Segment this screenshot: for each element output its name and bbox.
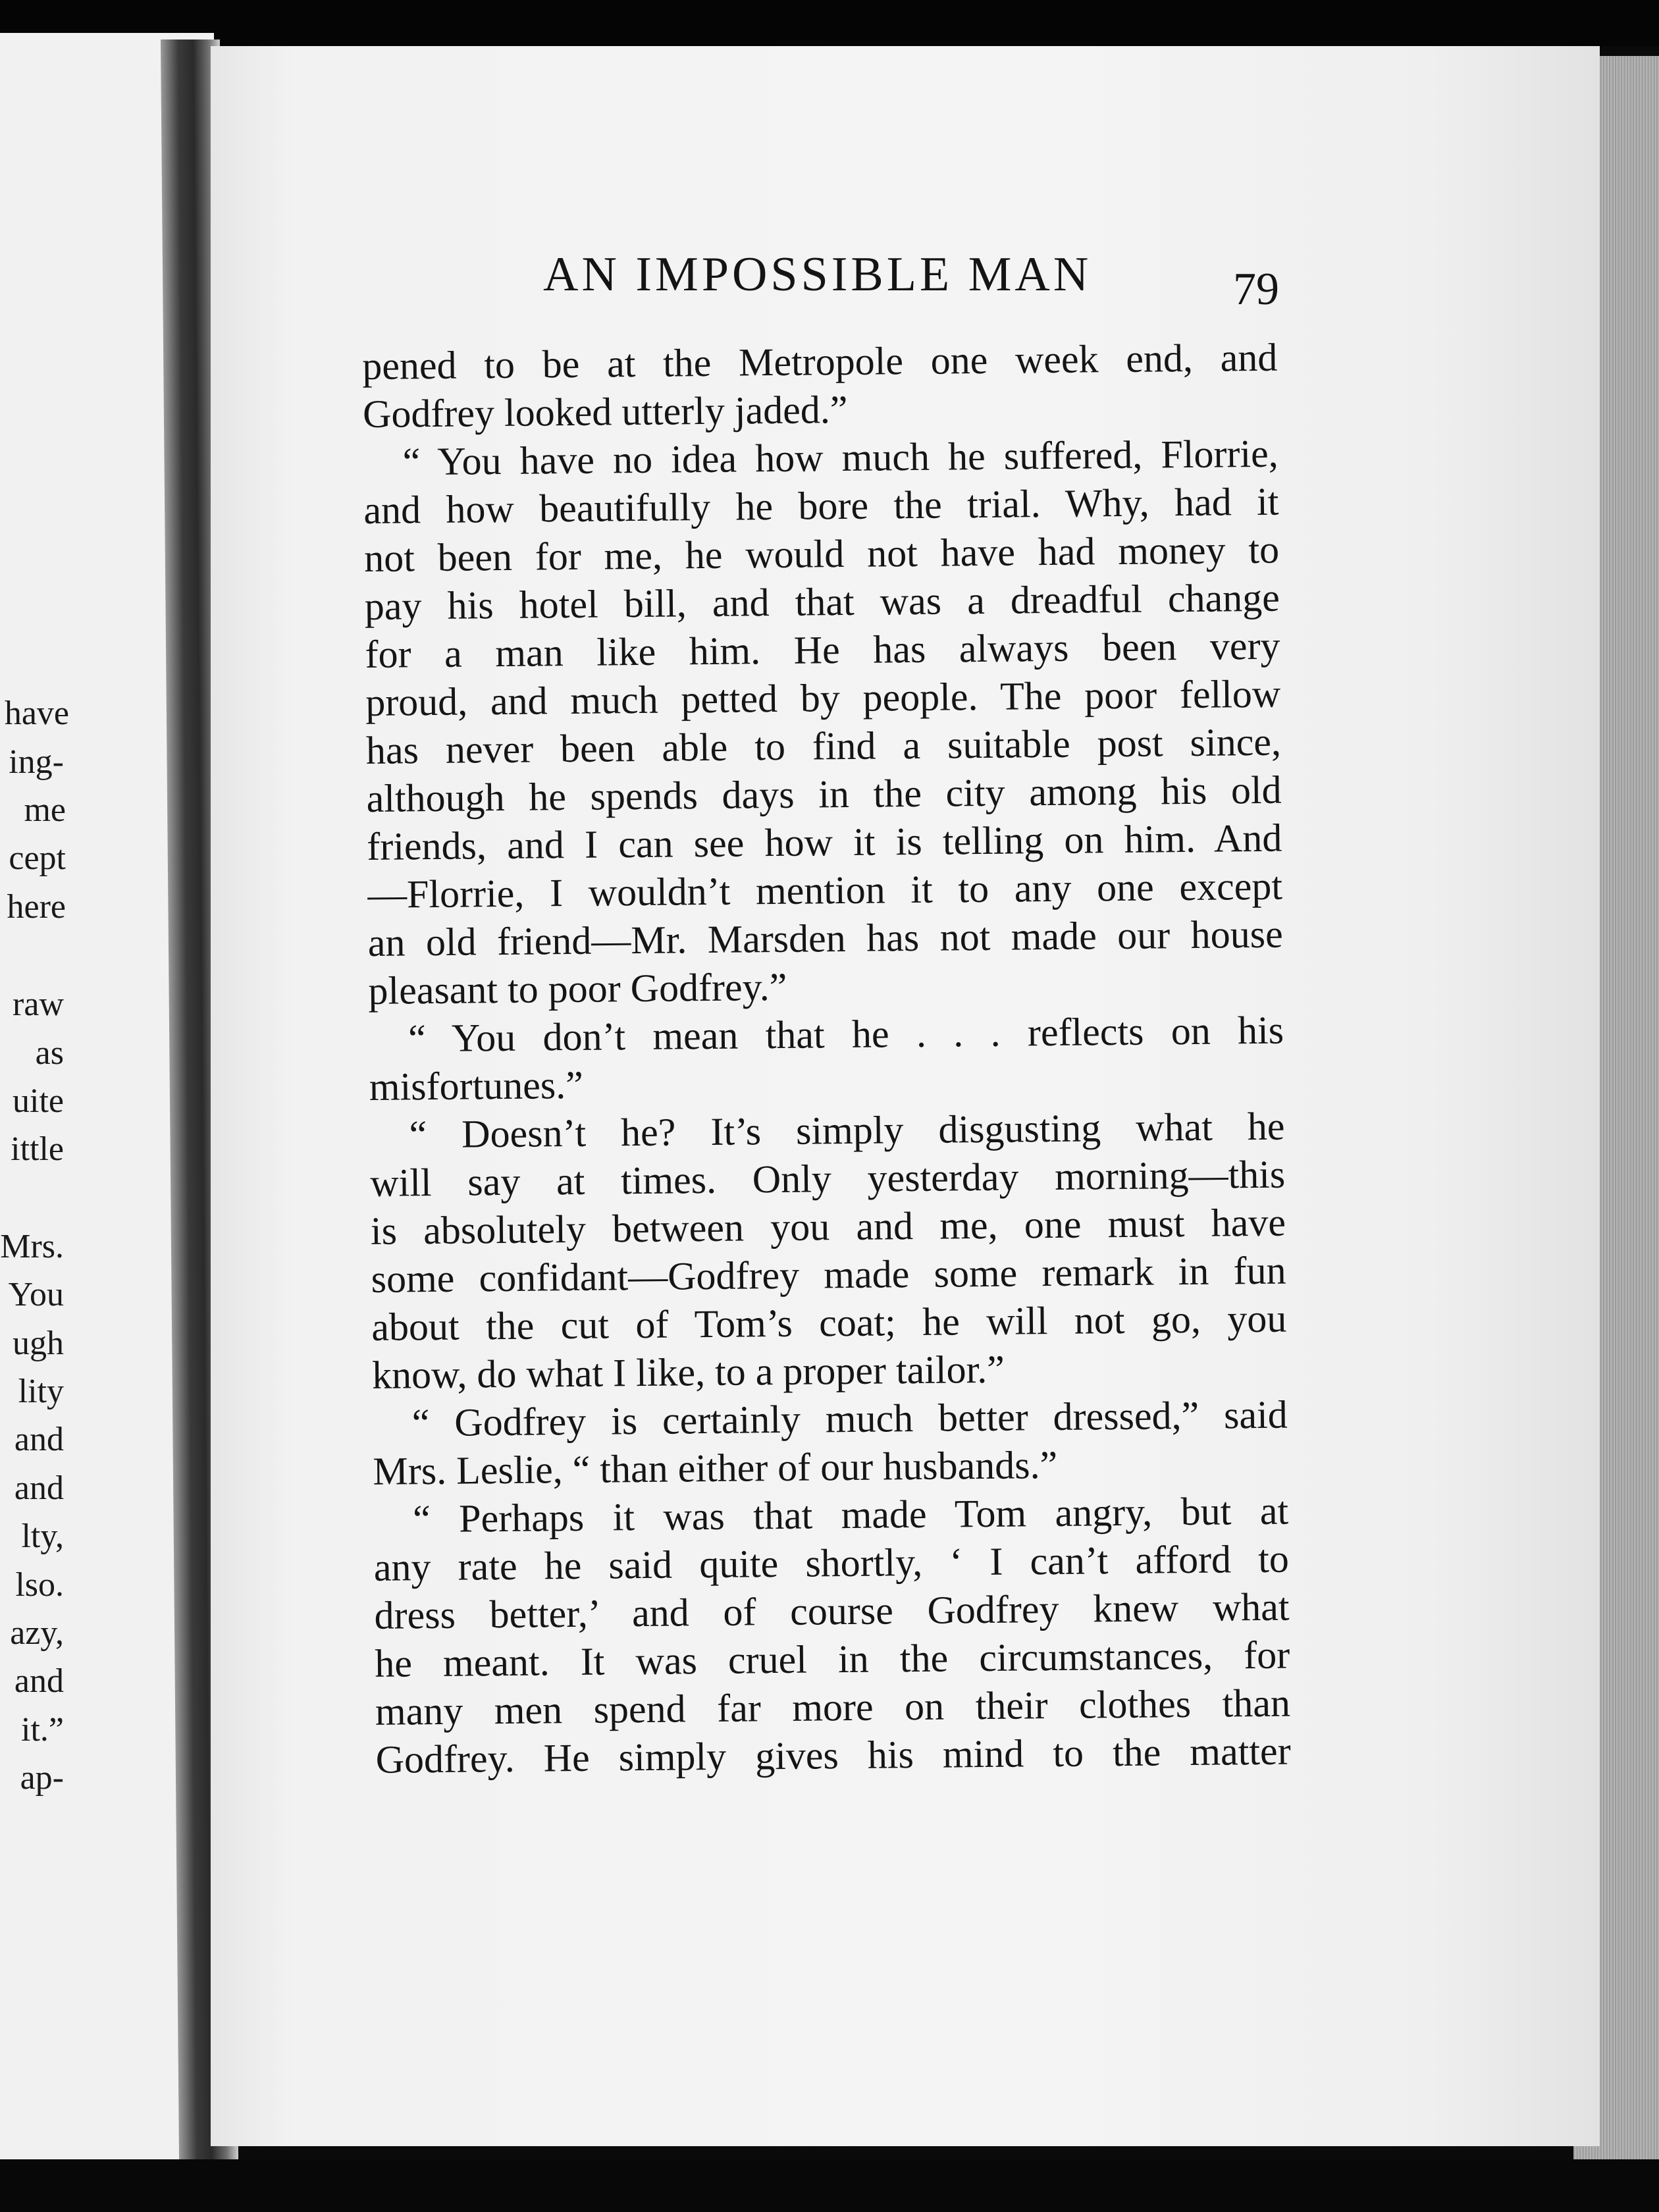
text-line: is absolutely between you and me, one must have (370, 1200, 1286, 1253)
text-line: some confidant—Godfrey made some remark in fun (371, 1248, 1286, 1301)
left-page-fragment: me (24, 791, 66, 829)
text-line: will say at times. Only yesterday morning—this (369, 1152, 1286, 1205)
text-line: “ Doesn’t he? It’s simply disgusting what he (409, 1104, 1285, 1157)
text-line: pened to be at the Metropole one week end, and (362, 335, 1278, 388)
left-page-fragment: here (7, 888, 66, 926)
text-line: —Florrie, I wouldn’t mention it to any one except (367, 864, 1283, 916)
text-line: Godfrey. He simply gives his mind to the matter (375, 1729, 1291, 1781)
text-line: Mrs. Leslie, “ than either of our husbands.” (373, 1442, 1058, 1493)
left-page-fragment: lity (18, 1373, 64, 1410)
left-page-fragment: have (4, 695, 69, 732)
left-page-fragment: You (8, 1276, 64, 1313)
text-line: for a man like him. He has always been very (365, 623, 1280, 676)
text-line: although he spends days in the city among his old (366, 768, 1282, 820)
text-line: friends, and I can see how it is telling on him. And (367, 816, 1282, 868)
scan-border-top (0, 0, 1659, 46)
left-page-fragment: and (14, 1421, 64, 1458)
running-head: AN IMPOSSIBLE MAN (543, 248, 1092, 302)
left-page-fragment: lso. (15, 1566, 64, 1604)
text-line: he meant. It was cruel in the circumstances, for (374, 1633, 1290, 1685)
text-line: about the cut of Tom’s coat; he will not go, you (371, 1296, 1287, 1349)
left-page-fragment: as (35, 1034, 64, 1072)
left-page-fragment: lty, (21, 1517, 64, 1555)
text-line: many men spend far more on their clothes than (375, 1681, 1291, 1733)
left-page-fragment: azy, (10, 1614, 64, 1652)
text-line: pleasant to poor Godfrey.” (368, 964, 787, 1013)
page-number: 79 (1233, 264, 1279, 315)
text-line: Godfrey looked utterly jaded.” (362, 387, 848, 436)
text-line: “ You have no idea how much he suffered, Florrie, (402, 431, 1278, 484)
text-line: “ Godfrey is certainly much better dressed,” said (411, 1392, 1288, 1445)
left-page-fragment: uite (13, 1082, 64, 1120)
left-page-fragment: ittle (11, 1130, 64, 1168)
left-page-fragment: raw (13, 986, 64, 1023)
text-line: “ You don’t mean that he . . . reflects on his (408, 1008, 1284, 1061)
text-line: “ Perhaps it was that made Tom angry, but at (412, 1488, 1289, 1541)
body-text (362, 334, 1291, 1784)
text-line: pay his hotel bill, and that was a dreadful change (364, 575, 1280, 628)
text-line: know, do what I like, to a proper tailor.” (371, 1347, 1005, 1397)
left-page-fragment: Mrs. (0, 1228, 64, 1265)
left-page-fragment: ugh (13, 1325, 64, 1362)
left-page-fragment: and (14, 1469, 64, 1507)
text-line: proud, and much petted by people. The poor fellow (365, 672, 1281, 724)
text-line: has never been able to find a suitable post since, (365, 720, 1282, 772)
text-line: dress better,’ and of course Godfrey knew what (374, 1585, 1290, 1637)
left-page-fragment: ap- (20, 1759, 64, 1797)
left-page-fragment: it.” (21, 1711, 64, 1749)
text-line: not been for me, he would not have had money to (363, 527, 1280, 580)
text-line: misfortunes.” (369, 1063, 584, 1109)
left-page-fragment: and (14, 1662, 64, 1700)
text-line: any rate he said quite shortly, ‘ I can’t afford to (373, 1537, 1290, 1589)
left-page-fragment: ing- (9, 743, 64, 781)
scan-border-bottom (0, 2159, 1659, 2212)
left-page-fragment: cept (9, 839, 66, 877)
text-line: and how beautifully he bore the trial. Why, had it (363, 479, 1279, 532)
text-line: an old friend—Mr. Marsden has not made our house (367, 912, 1284, 964)
